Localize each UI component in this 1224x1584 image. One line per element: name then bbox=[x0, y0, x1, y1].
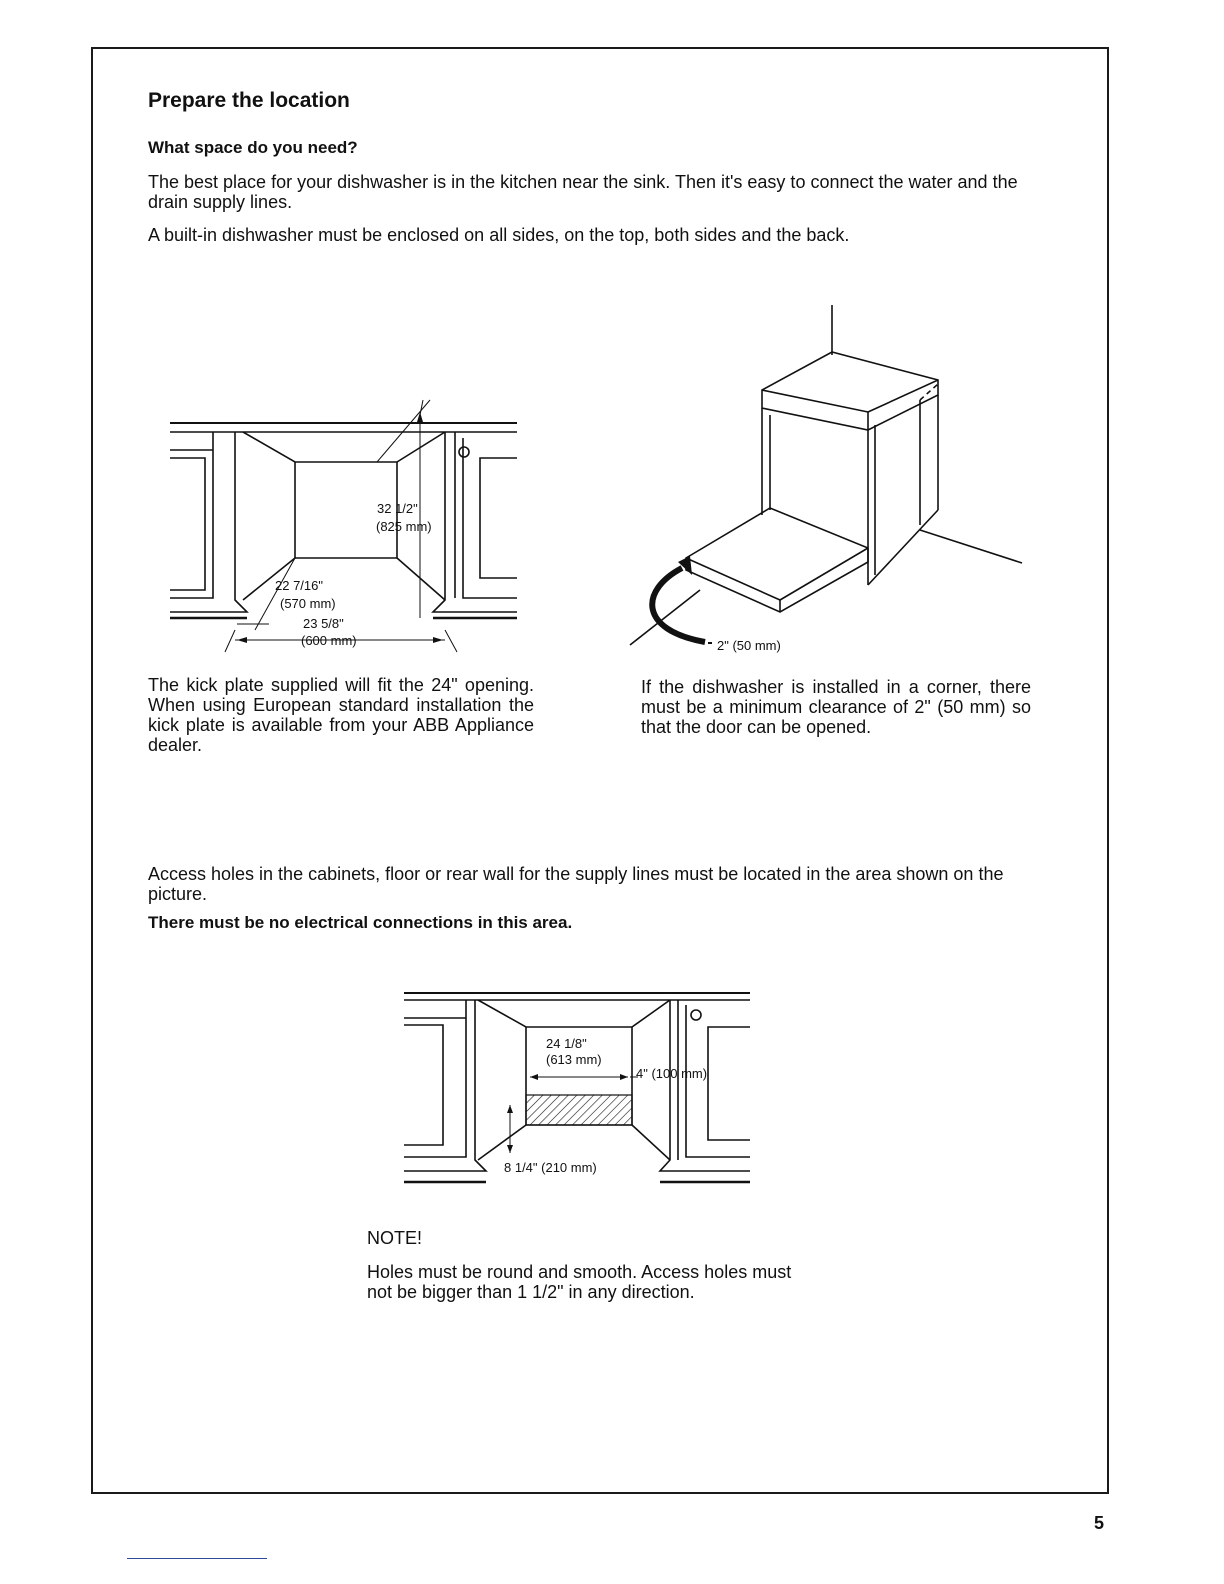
access-width-mm: (613 mm) bbox=[546, 1052, 602, 1067]
opening-depth-mm: (570 mm) bbox=[280, 596, 336, 611]
page-title: Prepare the location bbox=[148, 89, 350, 112]
note-heading: NOTE! bbox=[367, 1228, 423, 1248]
opening-depth-in: 22 7/16" bbox=[275, 578, 323, 593]
opening-width-in: 23 5/8" bbox=[303, 616, 344, 631]
corner-clearance-label: 2" (50 mm) bbox=[717, 638, 781, 653]
bottom-rule bbox=[127, 1558, 267, 1559]
access-holes-paragraph: Access holes in the cabinets, floor or rear wall for the supply lines must be located in the area shown on the picture. bbox=[148, 864, 1004, 904]
page-number: 5 bbox=[1094, 1513, 1105, 1533]
opening-height-mm: (825 mm) bbox=[376, 519, 432, 534]
opening-width-mm: (600 mm) bbox=[301, 633, 357, 648]
electrical-warning: There must be no electrical connections in this area. bbox=[148, 913, 573, 932]
opening-dimensions-diagram bbox=[165, 390, 525, 660]
intro-paragraph-2: A built-in dishwasher must be enclosed on all sides, on the top, both sides and the back. bbox=[148, 225, 850, 245]
access-side-label: 4" (100 mm) bbox=[636, 1066, 708, 1081]
access-height-label: 8 1/4" (210 mm) bbox=[504, 1160, 597, 1175]
corner-clearance-caption: If the dishwasher is installed in a corner, there must be a minimum clearance of 2" (50 mm) so that the door can be opened. bbox=[641, 677, 1031, 737]
opening-height-in: 32 1/2" bbox=[377, 501, 418, 516]
access-area-diagram bbox=[398, 985, 754, 1190]
note-body: Holes must be round and smooth. Access holes must not be bigger than 1 1/2" in any direction. bbox=[367, 1262, 792, 1302]
corner-clearance-diagram bbox=[620, 300, 1030, 660]
access-width-in: 24 1/8" bbox=[546, 1036, 587, 1051]
section-subtitle: What space do you need? bbox=[148, 138, 358, 157]
kick-plate-caption: The kick plate supplied will fit the 24" opening. When using European standard installation the kick plate is available from your ABB Appliance dealer. bbox=[148, 675, 534, 755]
intro-paragraph-1: The best place for your dishwasher is in the kitchen near the sink. Then it's easy to connect the water and the drain supply lines. bbox=[148, 172, 1018, 212]
